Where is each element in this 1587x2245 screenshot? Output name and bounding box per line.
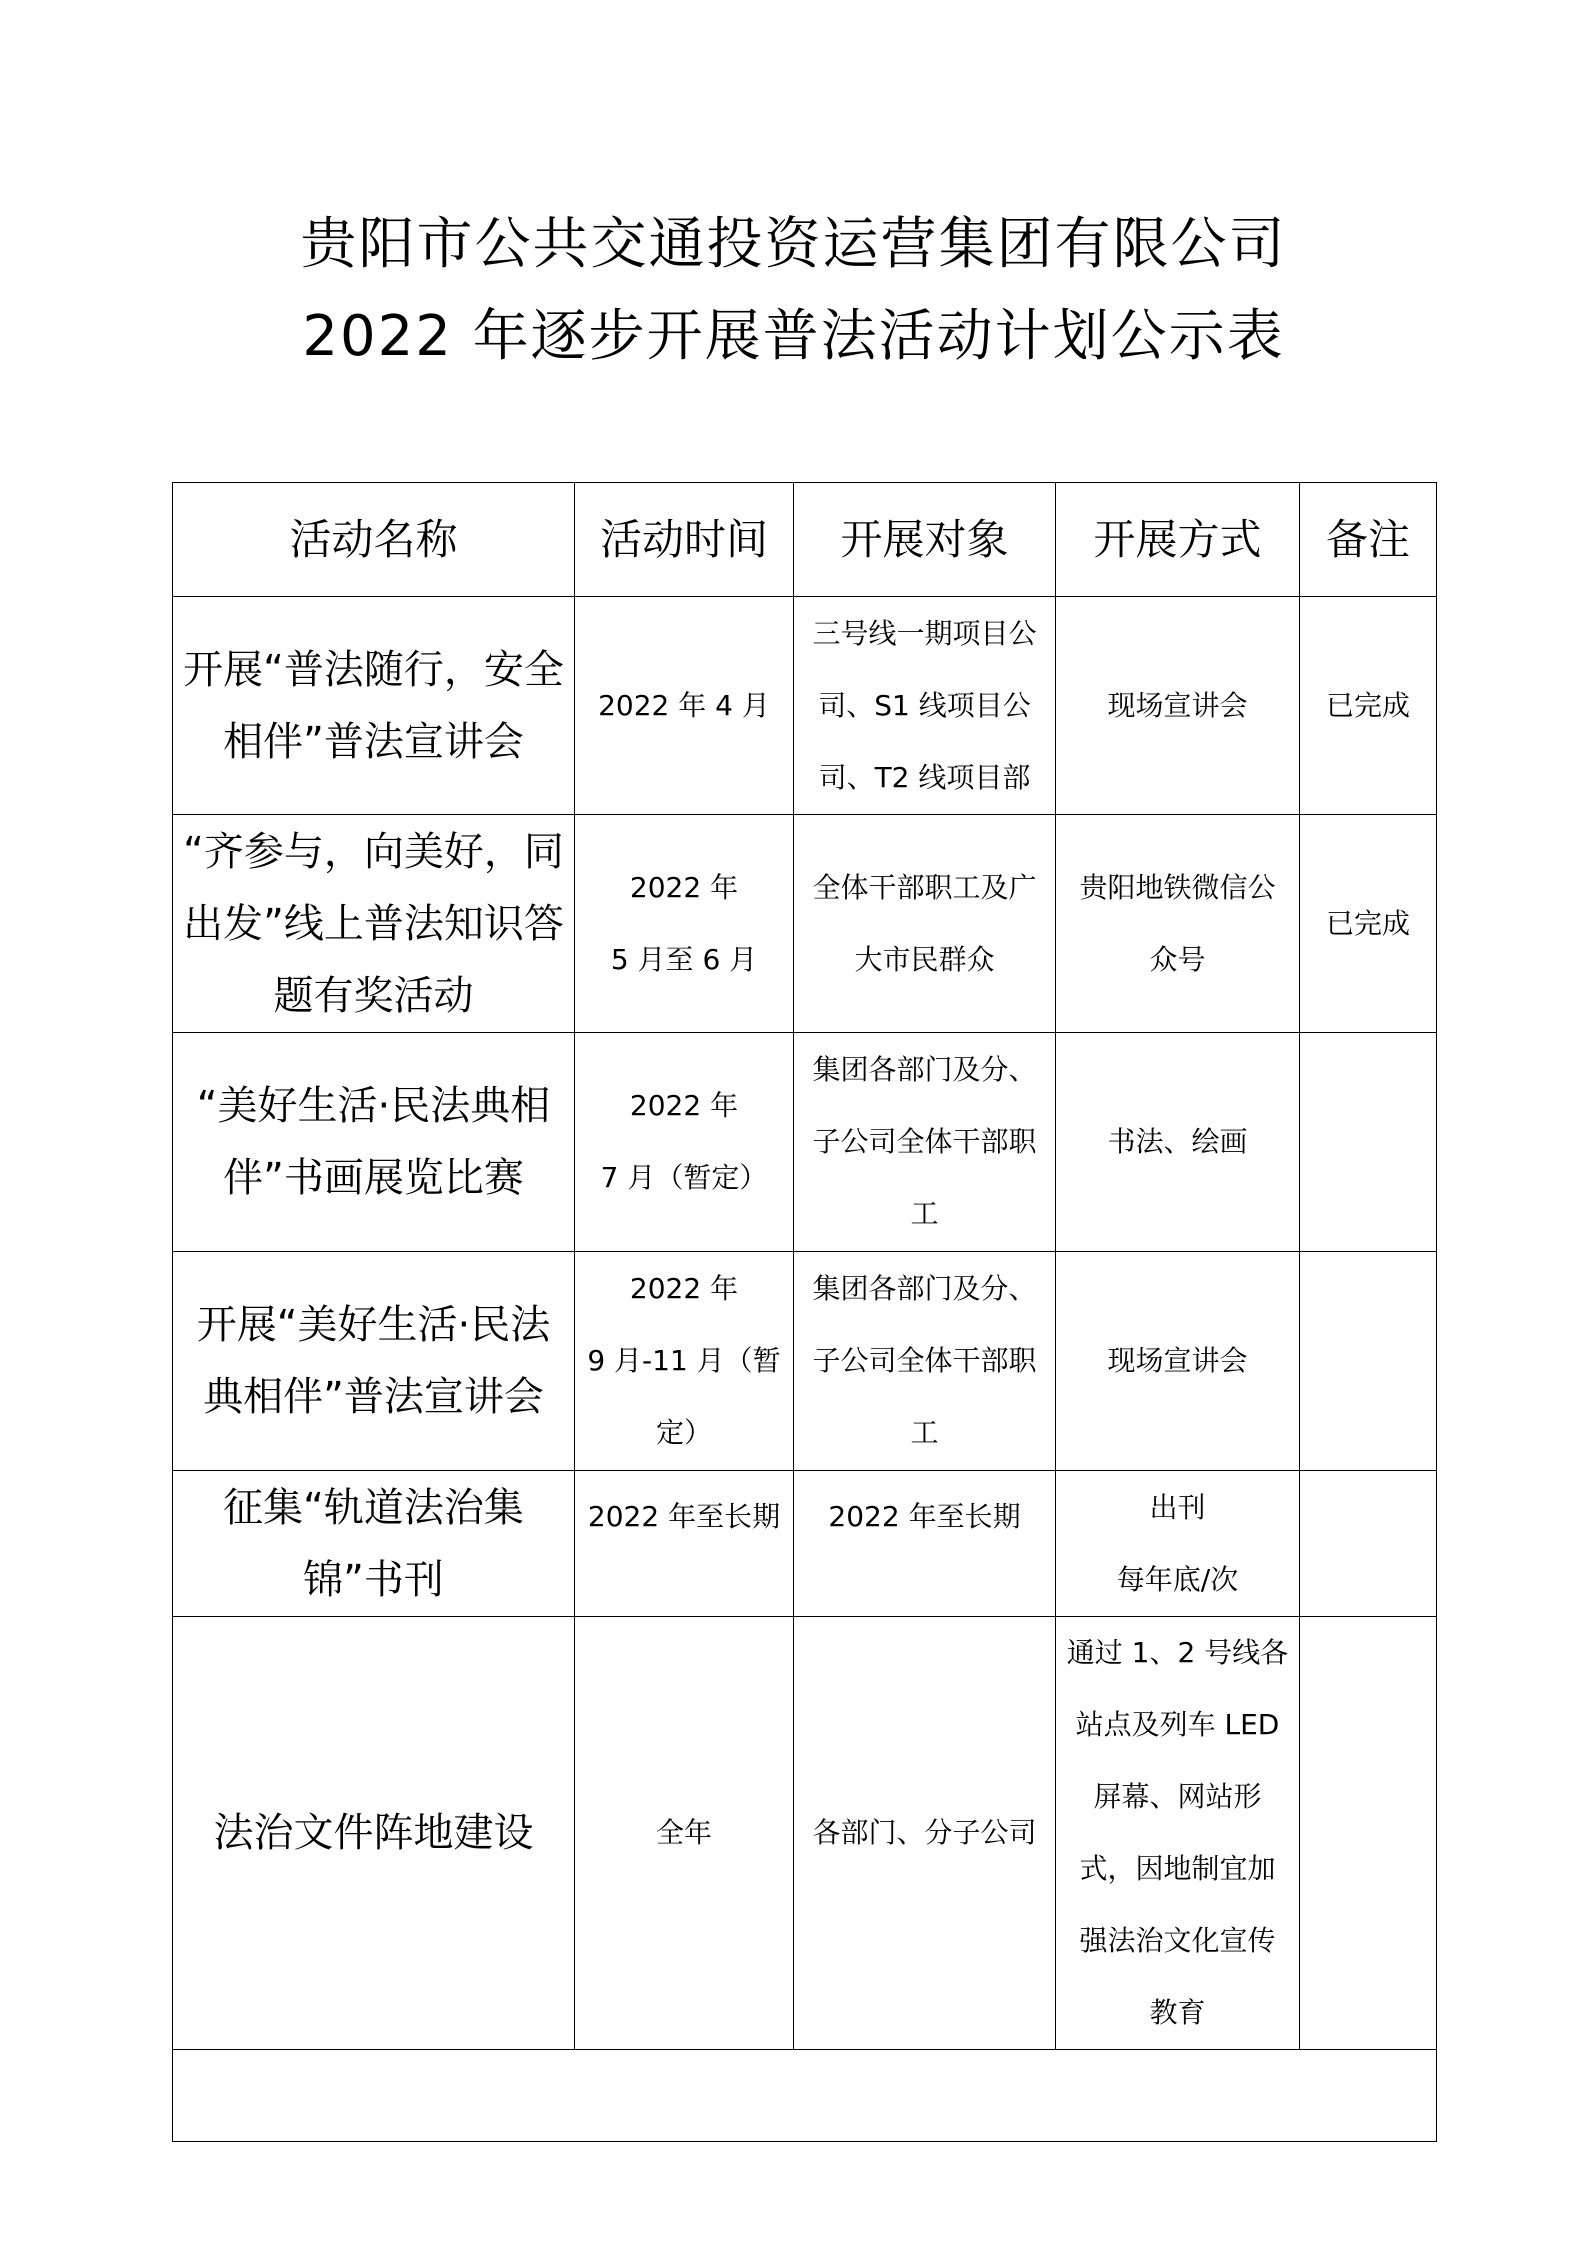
table-row bbox=[173, 597, 1437, 815]
cell-target-audience: 2022 年至长期 bbox=[794, 1471, 1056, 1617]
cell-target-audience: 全体干部职工及广大市民群众 bbox=[794, 815, 1056, 1033]
cell-note bbox=[1300, 1033, 1437, 1252]
table-row bbox=[173, 815, 1437, 1033]
cell-note bbox=[1300, 1252, 1437, 1471]
table-row bbox=[173, 1252, 1437, 1471]
table-row bbox=[173, 1033, 1437, 1252]
table-empty-row bbox=[173, 2050, 1437, 2142]
header-activity-time: 活动时间 bbox=[575, 483, 794, 597]
cell-target-audience: 各部门、分子公司 bbox=[794, 1617, 1056, 2050]
document-title-line-2: 2022 年逐步开展普法活动计划公示表 bbox=[302, 304, 1285, 369]
cell-activity-time: 2022 年 4 月 bbox=[575, 597, 794, 815]
table-row bbox=[173, 1471, 1437, 1617]
header-activity-name: 活动名称 bbox=[173, 483, 575, 597]
cell-activity-time: 2022 年 5 月至 6 月 bbox=[575, 815, 794, 1033]
empty-cell bbox=[173, 2050, 1437, 2142]
table-row bbox=[173, 1617, 1437, 2050]
cell-method: 出刊 每年底/次 bbox=[1056, 1471, 1300, 1617]
cell-note: 已完成 bbox=[1300, 815, 1437, 1033]
cell-target-audience: 三号线一期项目公司、S1 线项目公司、T2 线项目部 bbox=[794, 597, 1056, 815]
activity-plan-table bbox=[172, 482, 1437, 2142]
cell-activity-name: 开展“美好生活·民法典相伴”普法宣讲会 bbox=[173, 1252, 575, 1471]
header-method: 开展方式 bbox=[1056, 483, 1300, 597]
cell-activity-time: 2022 年至长期 bbox=[575, 1471, 794, 1617]
cell-activity-time: 2022 年 9 月-11 月（暂定） bbox=[575, 1252, 794, 1471]
header-target-audience: 开展对象 bbox=[794, 483, 1056, 597]
table-header-row bbox=[173, 483, 1437, 597]
cell-method: 现场宣讲会 bbox=[1056, 1252, 1300, 1471]
document-title-line-1: 贵阳市公共交通投资运营集团有限公司 bbox=[300, 212, 1287, 277]
cell-activity-name: 征集“轨道法治集锦”书刊 bbox=[173, 1471, 575, 1617]
cell-activity-name: “齐参与，向美好，同出发”线上普法知识答题有奖活动 bbox=[173, 815, 575, 1033]
cell-note bbox=[1300, 1617, 1437, 2050]
cell-note bbox=[1300, 1471, 1437, 1617]
cell-method: 书法、绘画 bbox=[1056, 1033, 1300, 1252]
cell-target-audience: 集团各部门及分、子公司全体干部职工 bbox=[794, 1252, 1056, 1471]
cell-activity-name: 法治文件阵地建设 bbox=[173, 1617, 575, 2050]
cell-activity-time: 2022 年 7 月（暂定） bbox=[575, 1033, 794, 1252]
cell-target-audience: 集团各部门及分、子公司全体干部职工 bbox=[794, 1033, 1056, 1252]
cell-method: 贵阳地铁微信公众号 bbox=[1056, 815, 1300, 1033]
cell-activity-time: 全年 bbox=[575, 1617, 794, 2050]
cell-method: 通过 1、2 号线各站点及列车 LED 屏幕、网站形式，因地制宜加强法治文化宣传教育 bbox=[1056, 1617, 1300, 2050]
cell-activity-name: 开展“普法随行，安全相伴”普法宣讲会 bbox=[173, 597, 575, 815]
cell-activity-name: “美好生活·民法典相伴”书画展览比赛 bbox=[173, 1033, 575, 1252]
cell-note: 已完成 bbox=[1300, 597, 1437, 815]
header-note: 备注 bbox=[1300, 483, 1437, 597]
cell-method: 现场宣讲会 bbox=[1056, 597, 1300, 815]
